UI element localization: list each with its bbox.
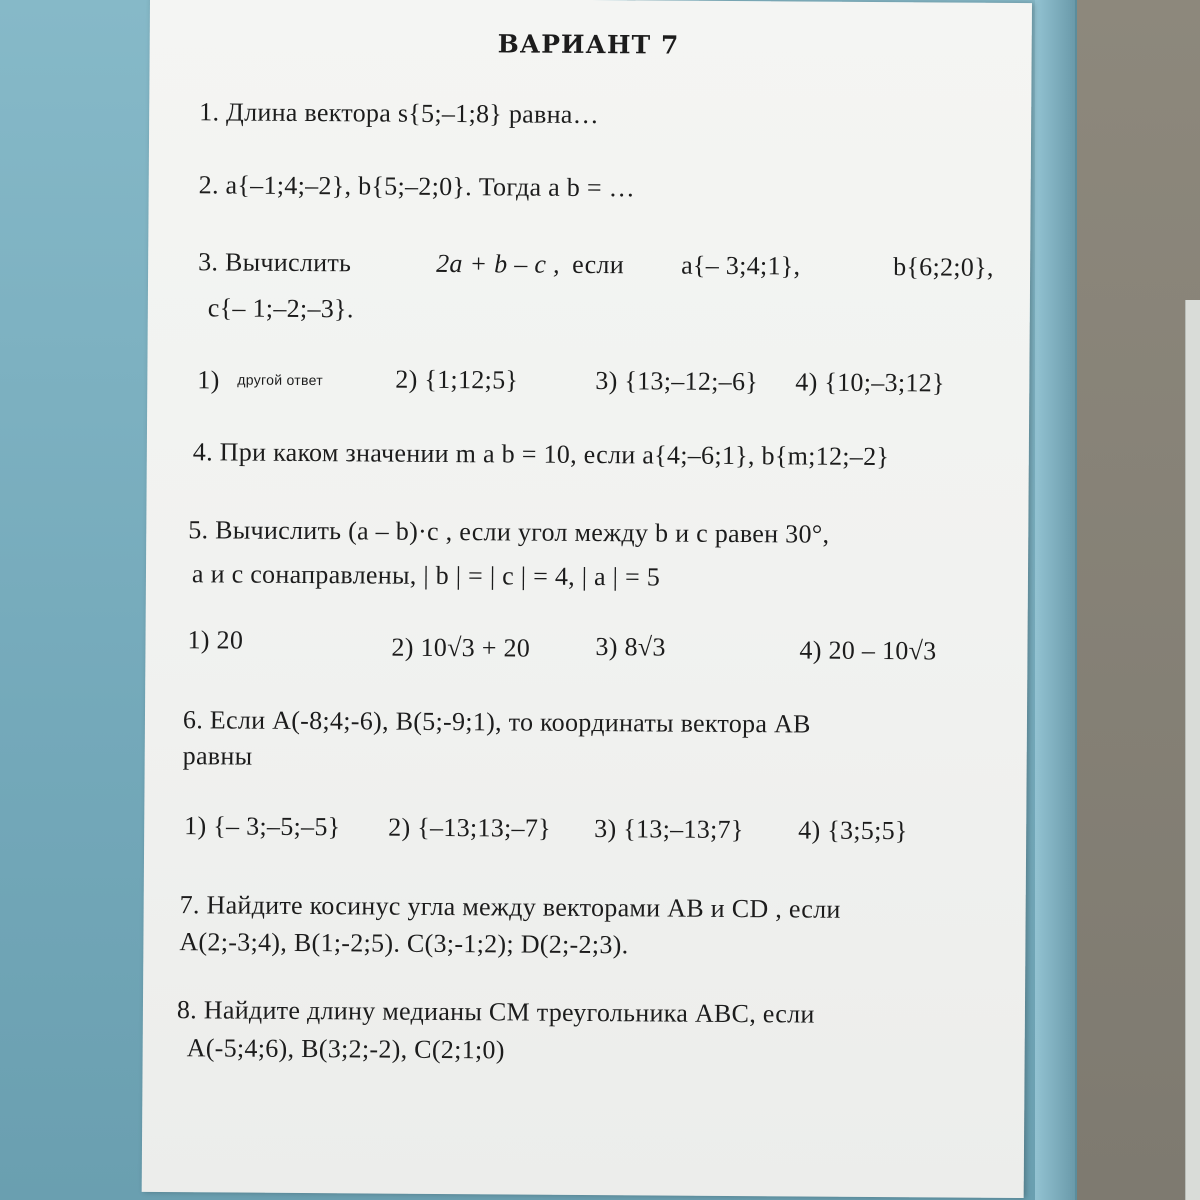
test-sheet	[142, 0, 1032, 1198]
question-1: 1. Длина вектора s{5;–1;8} равна…	[199, 97, 600, 130]
question-3-vector-b: b{6;2;0},	[893, 252, 994, 282]
answer-5-option-3: 3) 8√3	[595, 632, 666, 662]
question-3-vector-a: a{– 3;4;1},	[681, 250, 801, 281]
answer-5-option-1: 1) 20	[187, 625, 244, 655]
question-8-line-2: A(-5;4;6), B(3;2;-2), C(2;1;0)	[186, 1033, 505, 1065]
question-7-line-2: A(2;-3;4), B(1;-2;5). C(3;-1;2); D(2;-2;3).	[179, 927, 629, 960]
question-2: 2. a{–1;4;–2}, b{5;–2;0}. Тогда a b = …	[198, 170, 636, 203]
answer-3-option-3: 3) {13;–12;–6}	[595, 366, 759, 397]
answer-5-option-2: 2) 10√3 + 20	[391, 632, 531, 663]
question-8-line-1: 8. Найдите длину медианы СМ треугольника АВС, если	[176, 995, 815, 1029]
answer-3-option-2: 2) {1;12;5}	[395, 364, 519, 395]
answer-6-option-4: 4) {3;5;5}	[798, 815, 908, 846]
question-5-line-1: 5. Вычислить (a – b)·c , если угол между b и c равен 30°,	[188, 515, 830, 549]
question-3-if: если	[572, 249, 625, 280]
question-3-label: 3. Вычислить	[198, 247, 352, 278]
question-5-line-2: a и c сонаправлены, | b | = | c | = 4, | a | = 5	[191, 559, 661, 592]
answer-6-option-1: 1) {– 3;–5;–5}	[184, 811, 341, 842]
question-6-line-1: 6. Если A(-8;4;-6), B(5;-9;1), то координаты вектора AB	[182, 705, 811, 739]
question-4: 4. При каком значении m a b = 10, если a{4;–6;1}, b{m;12;–2}	[192, 437, 890, 472]
answer-5-option-4: 4) 20 – 10√3	[799, 635, 937, 666]
folder-edge	[1035, 0, 1075, 1200]
question-3-vector-c: c{– 1;–2;–3}.	[207, 293, 354, 324]
question-7-line-1: 7. Найдите косинус угла между векторами AB и CD , если	[179, 890, 841, 924]
answer-6-option-2: 2) {–13;13;–7}	[388, 812, 552, 843]
notebook-edge	[1185, 300, 1200, 1200]
answer-3-option-1-text: другой ответ	[237, 371, 324, 389]
answer-6-option-3: 3) {13;–13;7}	[594, 814, 744, 845]
question-6-line-2: равны	[182, 741, 253, 771]
answer-3-option-1-number: 1)	[197, 365, 220, 395]
answer-3-option-4: 4) {10;–3;12}	[795, 367, 945, 398]
question-3-expression: 2a + b – c ,	[436, 248, 560, 279]
variant-title: ВАРИАНТ 7	[497, 29, 680, 60]
